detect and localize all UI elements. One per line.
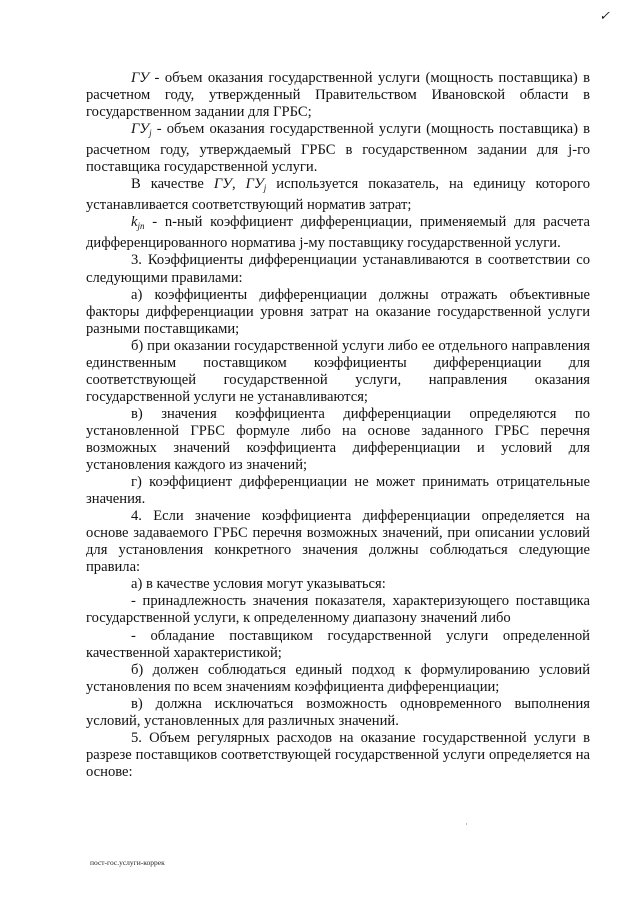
- symbol-subscript: j: [149, 128, 152, 139]
- paragraph-text: ,: [231, 176, 246, 193]
- paragraph-section-5: 5. Объем регулярных расходов на оказание государственной услуги в разрезе поставщиков соответствующей государственной услуги определяется на основе:: [86, 729, 590, 780]
- paragraph-text: - объем оказания государственной услуги (мощность поставщика) в расчетном году, утвержденный Правительством Ивановской области в государственном задании для ГРБС;: [86, 70, 590, 121]
- symbol-k: k: [131, 214, 138, 231]
- handwritten-check-mark: ✓: [599, 8, 610, 23]
- paragraph-kjn-definition: [86, 214, 590, 252]
- symbol-subscript: jn: [137, 221, 145, 232]
- paragraph-condition-v: в) должна исключаться возможность одновременного выполнения условий, установленных для различных значений.: [86, 695, 590, 729]
- paragraph-rule-b: б) при оказании государственной услуги либо ее отдельного направления единственным поставщиком коэффициенты дифференциации для соответствующей государственной услуги, направления оказания государственной услуги не устанавливаются;: [86, 337, 590, 405]
- paragraph-condition-dash-2: - обладание поставщиком государственной услуги определенной качественной характеристикой;: [86, 627, 590, 661]
- symbol-subscript: j: [263, 183, 267, 194]
- symbol-gu: ГУ: [213, 176, 232, 193]
- paragraph-condition-dash-1: - принадлежность значения показателя, характеризующего поставщика государственной услуги, к определенному диапазону значений либо: [86, 593, 590, 627]
- paragraph-condition-a: а) в качестве условия могут указываться:: [131, 576, 386, 593]
- paragraph-indicator: [86, 176, 590, 214]
- footer-filename: пост-гос.услуги-коррек: [90, 858, 165, 867]
- paragraph-text: - объем оказания государственной услуги (мощность поставщика) в расчетном году, утверждаемый ГРБС в государственном задании для j-го поставщика государственной услуги.: [86, 121, 590, 176]
- symbol-gu: ГУ: [245, 176, 264, 193]
- scan-speck: [466, 823, 467, 825]
- document-body: [86, 70, 590, 781]
- paragraph-condition-b: б) должен соблюдаться единый подход к формулированию условий установления по всем значениям коэффициента дифференциации;: [86, 661, 590, 695]
- paragraph-rule-a: а) коэффициенты дифференциации должны отражать объективные факторы дифференциации уровня затрат на оказание государственной услуги разными поставщиками;: [86, 286, 590, 337]
- paragraph-text: В качестве: [131, 176, 214, 193]
- paragraph-section-3: 3. Коэффициенты дифференциации устанавливаются в соответствии со следующими правилами:: [86, 252, 590, 286]
- paragraph-text: - n-ный коэффициент дифференциации, применяемый для расчета дифференцированного норматива j-му поставщику государственной услуги.: [86, 214, 590, 252]
- paragraph-gu-definition: [86, 70, 590, 121]
- paragraph-text: используется показатель, на единицу которого устанавливается соответствующий норматив затрат;: [86, 176, 590, 214]
- paragraph-guj-definition: [86, 121, 590, 176]
- paragraph-rule-g: г) коэффициент дифференциации не может принимать отрицательные значения.: [86, 474, 590, 508]
- paragraph-rule-v: в) значения коэффициента дифференциации определяются по установленной ГРБС формуле либо на основе заданного ГРБС перечня возможных значений коэффициента дифференциации и условий для установления каждого из значений;: [86, 405, 590, 474]
- symbol-gu: ГУ: [131, 70, 150, 86]
- paragraph-section-4: 4. Если значение коэффициента дифференциации определяется на основе задаваемого ГРБС перечня возможных значений, при описании условий для установления конкретного значения должны соблюдаться следующие правила:: [86, 508, 590, 576]
- symbol-gu: ГУ: [131, 121, 150, 138]
